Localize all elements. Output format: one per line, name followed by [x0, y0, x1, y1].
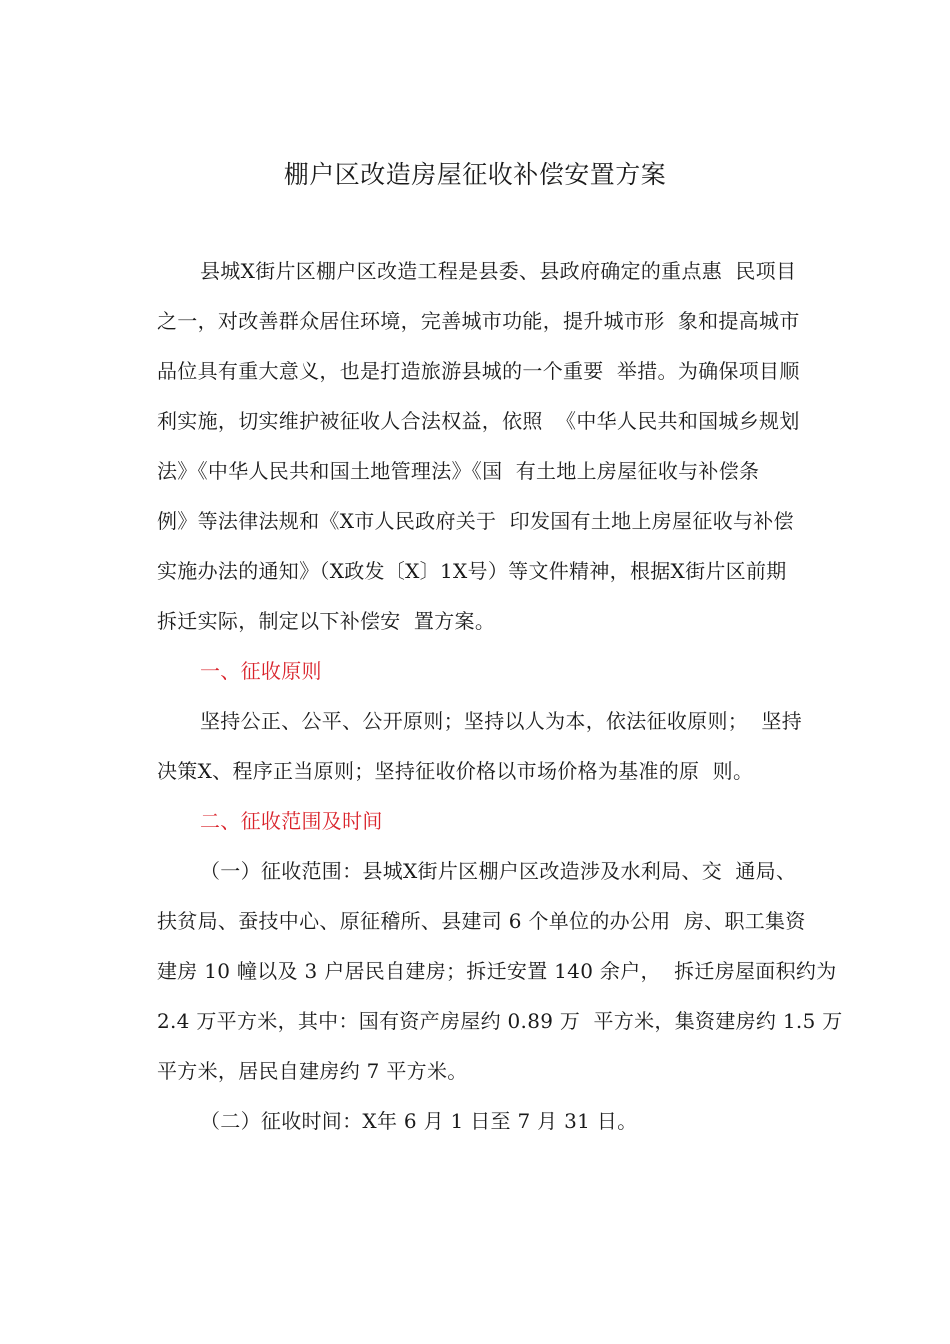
document-title: 棚户区改造房屋征收补偿安置方案	[283, 160, 667, 189]
section-line: 2.4 万平方米，其中：国有资产房屋约 0.89 万 平方米，集资建房约 1.5 万	[157, 1009, 843, 1033]
intro-line: 之一，对改善群众居住环境，完善城市功能，提升城市形 象和提高城市	[157, 309, 800, 333]
section-line: （一）征收范围：县城Ⅹ街片区棚户区改造涉及水利局、交 通局、	[200, 859, 797, 883]
intro-line: 例》等法律法规和《Ⅹ市人民政府关于 印发国有土地上房屋征收与补偿	[157, 509, 794, 533]
section-heading-scope-time: 二、征收范围及时间	[200, 809, 383, 833]
section-heading-principles: 一、征收原则	[200, 659, 322, 683]
section-line: 决策Ⅹ、程序正当原则；坚持征收价格以市场价格为基准的原 则。	[157, 759, 754, 783]
section-line: 建房 10 幢以及 3 户居民自建房；拆迁安置 140 余户， 拆迁房屋面积约为	[157, 959, 837, 983]
section-line: 平方米，居民自建房约 7 平方米。	[157, 1059, 468, 1083]
intro-line: 品位具有重大意义，也是打造旅游县城的一个重要 举措。为确保项目顺	[157, 359, 800, 383]
intro-line: 法》《中华人民共和国土地管理法》《国 有土地上房屋征收与补偿条	[157, 459, 760, 483]
intro-line: 利实施，切实维护被征收人合法权益，依照 《中华人民共和国城乡规划	[157, 409, 800, 433]
intro-line: 实施办法的通知》（Ⅹ政发〔Ⅹ〕1Ⅹ号）等文件精神，根据Ⅹ街片区前期	[157, 559, 787, 583]
intro-line: 县城Ⅹ街片区棚户区改造工程是县委、县政府确定的重点惠 民项目	[200, 259, 797, 283]
intro-line: 拆迁实际，制定以下补偿安 置方案。	[157, 609, 496, 633]
section-line-time: （二）征收时间：Ⅹ年 6 月 1 日至 7 月 31 日。	[200, 1109, 638, 1133]
section-line: 坚持公正、公平、公开原则；坚持以人为本，依法征收原则； 坚持	[200, 709, 803, 733]
section-line: 扶贫局、蚕技中心、原征稽所、县建司 6 个单位的办公用 房、职工集资	[157, 909, 806, 933]
